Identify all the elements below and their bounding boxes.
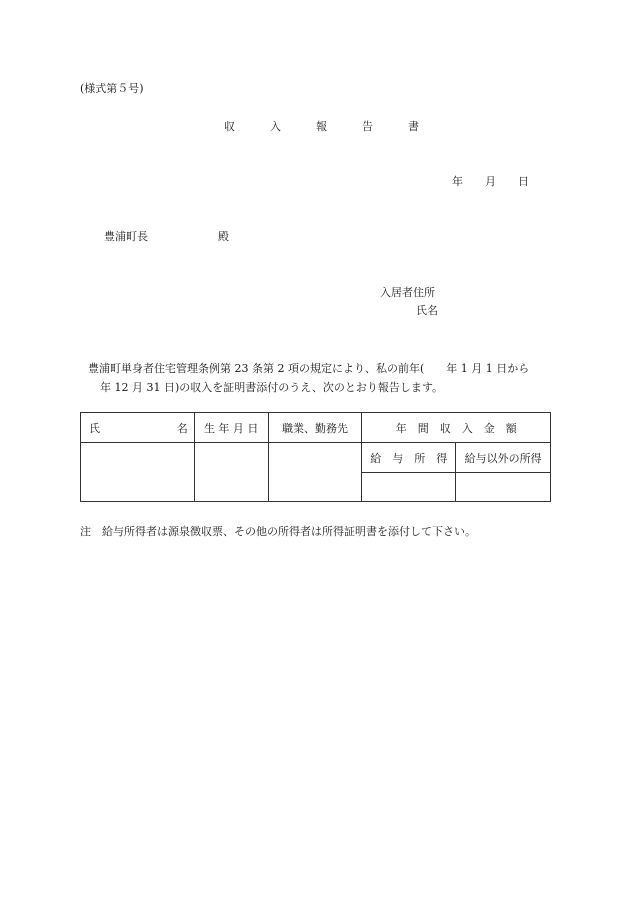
title-char: 書 — [408, 120, 419, 133]
addressee-honorific: 殿 — [218, 230, 229, 243]
title-char: 収 — [224, 120, 235, 133]
salary-income-header: 給 与 所 得 — [362, 443, 456, 473]
income-table — [80, 412, 551, 502]
document-title — [224, 120, 454, 134]
footnote: 注 給与所得者は源泉徴収票、その他の所得者は所得証明書を添付して下さい。 — [80, 525, 476, 538]
date-year-label: 年 — [452, 175, 463, 188]
addressee — [104, 230, 229, 244]
occupation-column-header: 職業、勤務先 — [268, 413, 362, 443]
title-char: 入 — [270, 120, 281, 133]
birthdate-cell[interactable] — [194, 443, 268, 502]
title-char: 告 — [362, 120, 373, 133]
form-number: (様式第５号) — [80, 82, 144, 95]
salary-income-cell[interactable] — [362, 473, 456, 502]
resident-name-label: 氏名 — [416, 304, 438, 317]
name-header-left: 氏 — [89, 421, 100, 435]
addressee-name: 豊浦町長 — [104, 230, 148, 243]
date-month-label: 月 — [485, 175, 496, 188]
title-char: 報 — [316, 120, 327, 133]
occupation-cell[interactable] — [268, 443, 362, 502]
date-line — [452, 175, 529, 189]
name-cell[interactable] — [81, 443, 195, 502]
name-header-right: 名 — [176, 421, 188, 435]
body-text — [88, 359, 558, 397]
name-column-header — [81, 413, 195, 443]
other-income-cell[interactable] — [456, 473, 551, 502]
resident-address-label: 入居者住所 — [380, 286, 435, 299]
other-income-header: 給与以外の所得 — [456, 443, 551, 473]
body-line-2: 年 12 月 31 日)の収入を証明書添付のうえ、次のとおり報告します。 — [100, 381, 444, 394]
birthdate-column-header: 生 年 月 日 — [194, 413, 268, 443]
date-day-label: 日 — [518, 175, 529, 188]
body-line-1: 豊浦町単身者住宅管理条例第 23 条第 2 項の規定により、私の前年( 年 1 月 1 日から — [88, 362, 530, 375]
annual-income-header: 年 間 収 入 金 額 — [362, 413, 551, 443]
